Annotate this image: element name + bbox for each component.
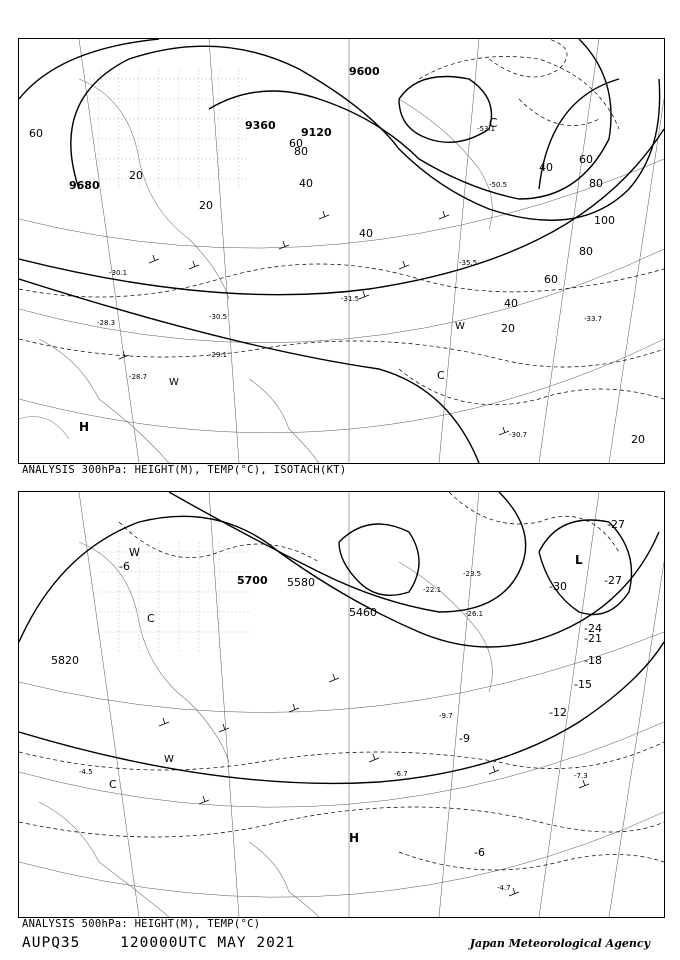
height-label-9600: 9600 (349, 65, 380, 78)
isotach-label: 60 (544, 273, 558, 286)
station-value: -23.5 (463, 570, 482, 578)
isotherms (19, 492, 664, 870)
map-300hpa (18, 38, 665, 464)
temp-label: -33.7 (584, 315, 603, 323)
height-contours (19, 492, 664, 783)
temp-label: -53.1 (477, 125, 496, 133)
isotach-label: 40 (539, 161, 553, 174)
isotach-label: 40 (299, 177, 313, 190)
isotherm-label: -30 (549, 580, 567, 593)
isotherm-label: -18 (584, 654, 602, 667)
warm-center-marker: W (129, 546, 140, 559)
map-500hpa (18, 491, 665, 918)
agency-name: Japan Meteorological Agency (469, 937, 650, 950)
isotherm-label: -21 (584, 632, 602, 645)
isotach-label: 60 (29, 127, 43, 140)
height-label-5580: 5580 (287, 576, 315, 589)
height-label-9680: 9680 (69, 179, 100, 192)
isotherm-label: -15 (574, 678, 592, 691)
temp-label: -35.5 (459, 259, 478, 267)
cold-center-marker-north: C (147, 612, 155, 625)
temp-label: -28.7 (129, 373, 148, 381)
isotherm-label: -27 (607, 518, 625, 531)
warm-center-marker-east: W (455, 321, 465, 332)
chart-time: 120000UTC MAY 2021 (120, 935, 296, 951)
isotach-label: 100 (594, 214, 615, 227)
station-value: -26.1 (465, 610, 484, 618)
height-label-5820: 5820 (51, 654, 79, 667)
caption-500hpa: ANALYSIS 500hPa: HEIGHT(M), TEMP(°C) (22, 918, 261, 930)
height-label-9360: 9360 (245, 119, 276, 132)
station-value: -4.5 (79, 768, 93, 776)
high-pressure-marker: H (349, 831, 360, 845)
cold-center-marker: C (109, 778, 117, 791)
chart-id: AUPQ35 (22, 935, 81, 951)
hatched-region (99, 542, 249, 652)
caption-300hpa: ANALYSIS 300hPa: HEIGHT(M), TEMP(°C), ISOTACH(KT) (22, 464, 347, 476)
temp-label: -30.5 (209, 313, 228, 321)
isotach-label-group (29, 127, 645, 446)
isotherm-label: -27 (604, 574, 622, 587)
cold-center-marker-south: C (437, 369, 445, 382)
temp-label: -50.5 (489, 181, 508, 189)
station-value: -7.3 (574, 772, 588, 780)
isotherm-label: -6 (474, 846, 485, 859)
cold-center-marker: C (489, 116, 498, 130)
height-label-5460: 5460 (349, 606, 377, 619)
temp-label: -28.3 (97, 319, 116, 327)
isotach-label: 80 (294, 145, 308, 158)
footer-chart-code (22, 935, 325, 951)
station-value: -22.1 (423, 586, 442, 594)
map-500hpa-canvas (19, 492, 664, 917)
isotherms (19, 39, 664, 405)
temp-label: -29.1 (209, 351, 228, 359)
warm-center-marker-south: W (164, 754, 174, 765)
coastlines (39, 542, 492, 917)
isotach-label: 80 (579, 245, 593, 258)
isotherm-label-group (119, 518, 625, 859)
station-value: -6.7 (394, 770, 408, 778)
isotach-label: 20 (129, 169, 143, 182)
height-contours (19, 39, 664, 463)
high-pressure-marker: H (79, 420, 90, 434)
isotach-label: 60 (289, 137, 303, 150)
isotach-label: 80 (589, 177, 603, 190)
isotherm-label: -6 (119, 560, 130, 573)
hatched-region (89, 69, 249, 189)
station-value: -4.7 (497, 884, 511, 892)
temp-label-group (97, 125, 602, 439)
station-value-group (79, 570, 588, 892)
temp-label: -31.5 (341, 295, 360, 303)
isotach-label: 20 (501, 322, 515, 335)
wind-barbs (159, 674, 589, 896)
isotherm-label: -24 (584, 622, 602, 635)
isotherm-label: -9 (459, 732, 470, 745)
warm-center-marker: W (169, 377, 179, 388)
isotach-label: 20 (199, 199, 213, 212)
height-label-5700: 5700 (237, 574, 268, 587)
isotherm-label: -12 (549, 706, 567, 719)
isotach-label: 40 (359, 227, 373, 240)
height-label-9120: 9120 (301, 126, 332, 139)
map-300hpa-canvas (19, 39, 664, 463)
isotach-label: 60 (579, 153, 593, 166)
temp-label: -30.1 (109, 269, 128, 277)
isotach-label: 40 (504, 297, 518, 310)
temp-label: -30.7 (509, 431, 528, 439)
low-pressure-marker: L (575, 553, 583, 567)
isotach-label: 20 (631, 433, 645, 446)
wind-barbs (119, 211, 509, 435)
station-value: -9.7 (439, 712, 453, 720)
graticule (19, 39, 664, 463)
